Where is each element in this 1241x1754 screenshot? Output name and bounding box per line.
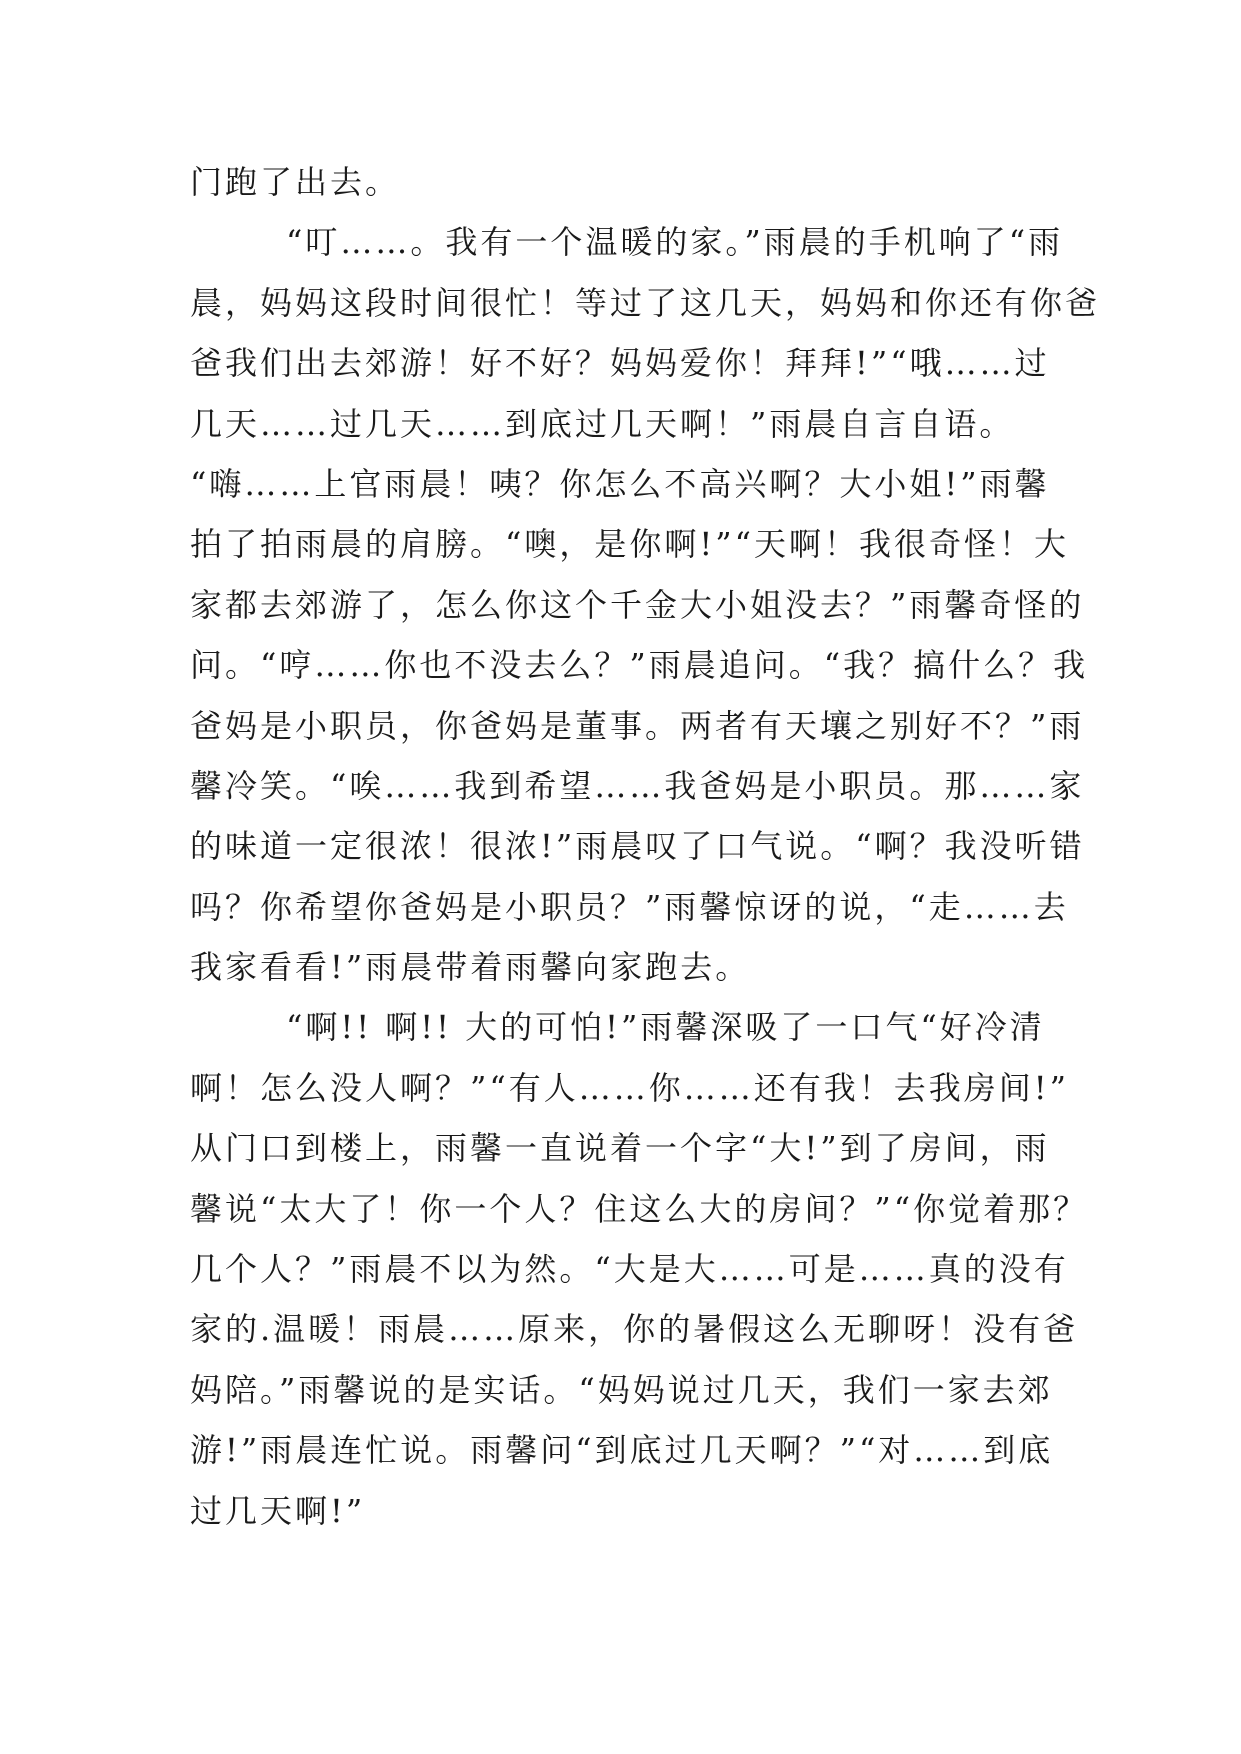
text-line: 过几天啊!”: [190, 1491, 366, 1530]
text-line: “啊!! 啊!! 大的可怕!”雨馨深吸了一口气“好冷清: [286, 1008, 1045, 1047]
text-line: 馨冷笑。“唉……我到希望……我爸妈是小职员。那……家: [190, 766, 1085, 805]
text-line: “叮……。我有一个温暖的家。”雨晨的手机响了“雨: [286, 223, 1064, 262]
text-line: 家的.温暖！雨晨……原来，你的暑假这么无聊呀！没有爸: [190, 1310, 1079, 1349]
text-line: 拍了拍雨晨的肩膀。“噢，是你啊!”“天啊！我很奇怪！大: [190, 525, 1069, 564]
text-line: 吗？你希望你爸妈是小职员？”雨馨惊讶的说，“走……去: [190, 887, 1069, 926]
text-line: 问。“哼……你也不没去么？”雨晨追问。“我？搞什么？我: [190, 646, 1089, 685]
text-line: 几个人？”雨晨不以为然。“大是大……可是……真的没有: [190, 1250, 1069, 1289]
text-line: 从门口到楼上，雨馨一直说着一个字“大!”到了房间，雨: [190, 1129, 1050, 1168]
text-line: 妈陪。”雨馨说的是实话。“妈妈说过几天，我们一家去郊: [190, 1370, 1053, 1409]
text-line: 爸我们出去郊游！好不好？妈妈爱你！拜拜!”“哦……过: [190, 344, 1050, 383]
text-line: 晨，妈妈这段时间很忙！等过了这几天，妈妈和你还有你爸: [190, 283, 1101, 322]
text-line: 游!”雨晨连忙说。雨馨问“到底过几天啊？”“对……到底: [190, 1431, 1054, 1470]
document-body: [190, 152, 1101, 1541]
text-line: “嗨……上官雨晨！咦？你怎么不高兴啊？大小姐!”雨馨: [190, 464, 1050, 503]
text-line: 家都去郊游了，怎么你这个千金大小姐没去？”雨馨奇怪的: [190, 585, 1085, 624]
text-line: 的味道一定很浓！很浓!”雨晨叹了口气说。“啊？我没听错: [190, 827, 1085, 866]
text-line: 门跑了出去。: [190, 163, 401, 201]
text-line: 爸妈是小职员，你爸妈是董事。两者有天壤之别好不？”雨: [190, 706, 1085, 745]
text-line: 几天……过几天……到底过几天啊！”雨晨自言自语。: [190, 404, 1015, 443]
text-line: 啊！怎么没人啊？”“有人……你……还有我！去我房间!”: [190, 1068, 1069, 1107]
text-line: 我家看看!”雨晨带着雨馨向家跑去。: [190, 948, 751, 987]
text-line: 馨说“太大了！你一个人？住这么大的房间？”“你觉着那？: [190, 1189, 1089, 1228]
